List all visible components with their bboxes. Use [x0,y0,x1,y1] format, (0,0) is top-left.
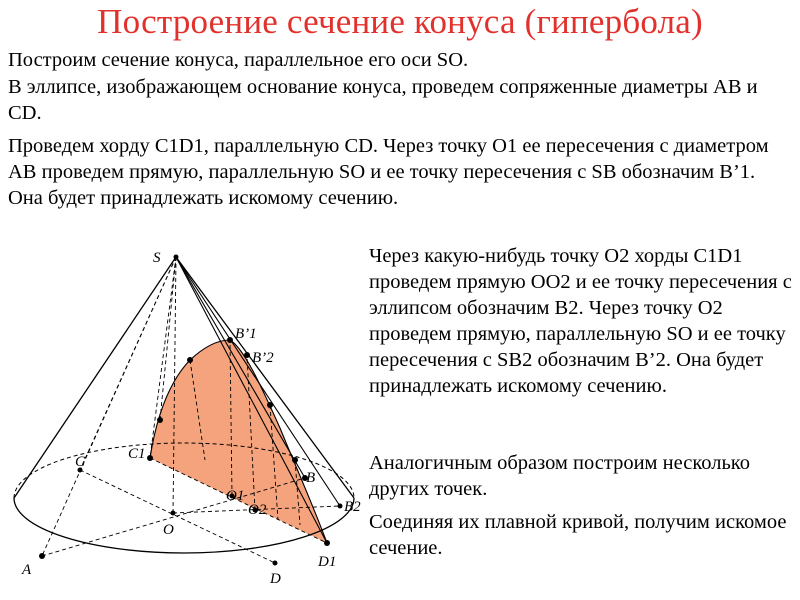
page-title: Построение сечение конуса (гипербола) [97,2,703,41]
point-b2 [338,504,343,509]
point-c1 [147,455,153,461]
intro-text: Построим сечение конуса, параллельное его оси SO. [8,49,469,71]
point-o [171,511,176,516]
step-other-points: Аналогичным образом построим несколько других точек. [369,452,750,500]
point-d [273,561,278,566]
label-a: A [22,562,32,578]
label-o1: O1 [226,488,245,504]
section-point-3 [267,402,273,408]
label-o2: O2 [248,502,267,518]
step-point-o2: Через какую-нибудь точку O2 хорды C1D1 проведем прямую OO2 и ее точку пересечения с эллипсом обозначим B2. Через точку O2 проведем прямую, параллельную SO и ее точку пересечения с SB2 обозначим B’2. Она будет принадлежать искомому сечению. [369,245,792,397]
line-sa [42,257,176,556]
point-a [39,553,45,559]
section-point-4 [292,457,298,463]
label-c: C [75,454,86,470]
label-c1: C1 [128,446,146,462]
label-d: D [270,571,281,587]
label-b1-prime: B’1 [235,326,257,342]
label-b2: B2 [344,499,361,515]
label-b2-prime: B’2 [252,350,274,366]
point-b1-prime [227,337,233,343]
label-d1: D1 [318,554,337,570]
step-smooth-curve: Соединяя их плавной кривой, получим искомое сечение. [369,511,787,559]
point-s [174,255,179,260]
point-b2-prime [244,352,250,358]
cone-left-edge [14,257,176,498]
point-d1 [324,540,330,546]
step-conjugate-diameters: В эллипсе, изображающем основание конуса, проведем сопряженные диаметры AB и CD. [8,76,758,124]
section-point-2 [187,357,193,363]
label-b: B [306,470,316,486]
label-s: S [153,250,161,266]
step-chord-c1d1: Проведем хорду C1D1, параллельную CD. Через точку O1 ее пересечения с диаметром AB проведем прямую, параллельную SO и ее точку пересечения с SB обозначим B’1. Она будет принадлежать искомому сечению. [8,135,769,209]
section-point-1 [157,417,163,423]
label-o: O [163,522,174,538]
